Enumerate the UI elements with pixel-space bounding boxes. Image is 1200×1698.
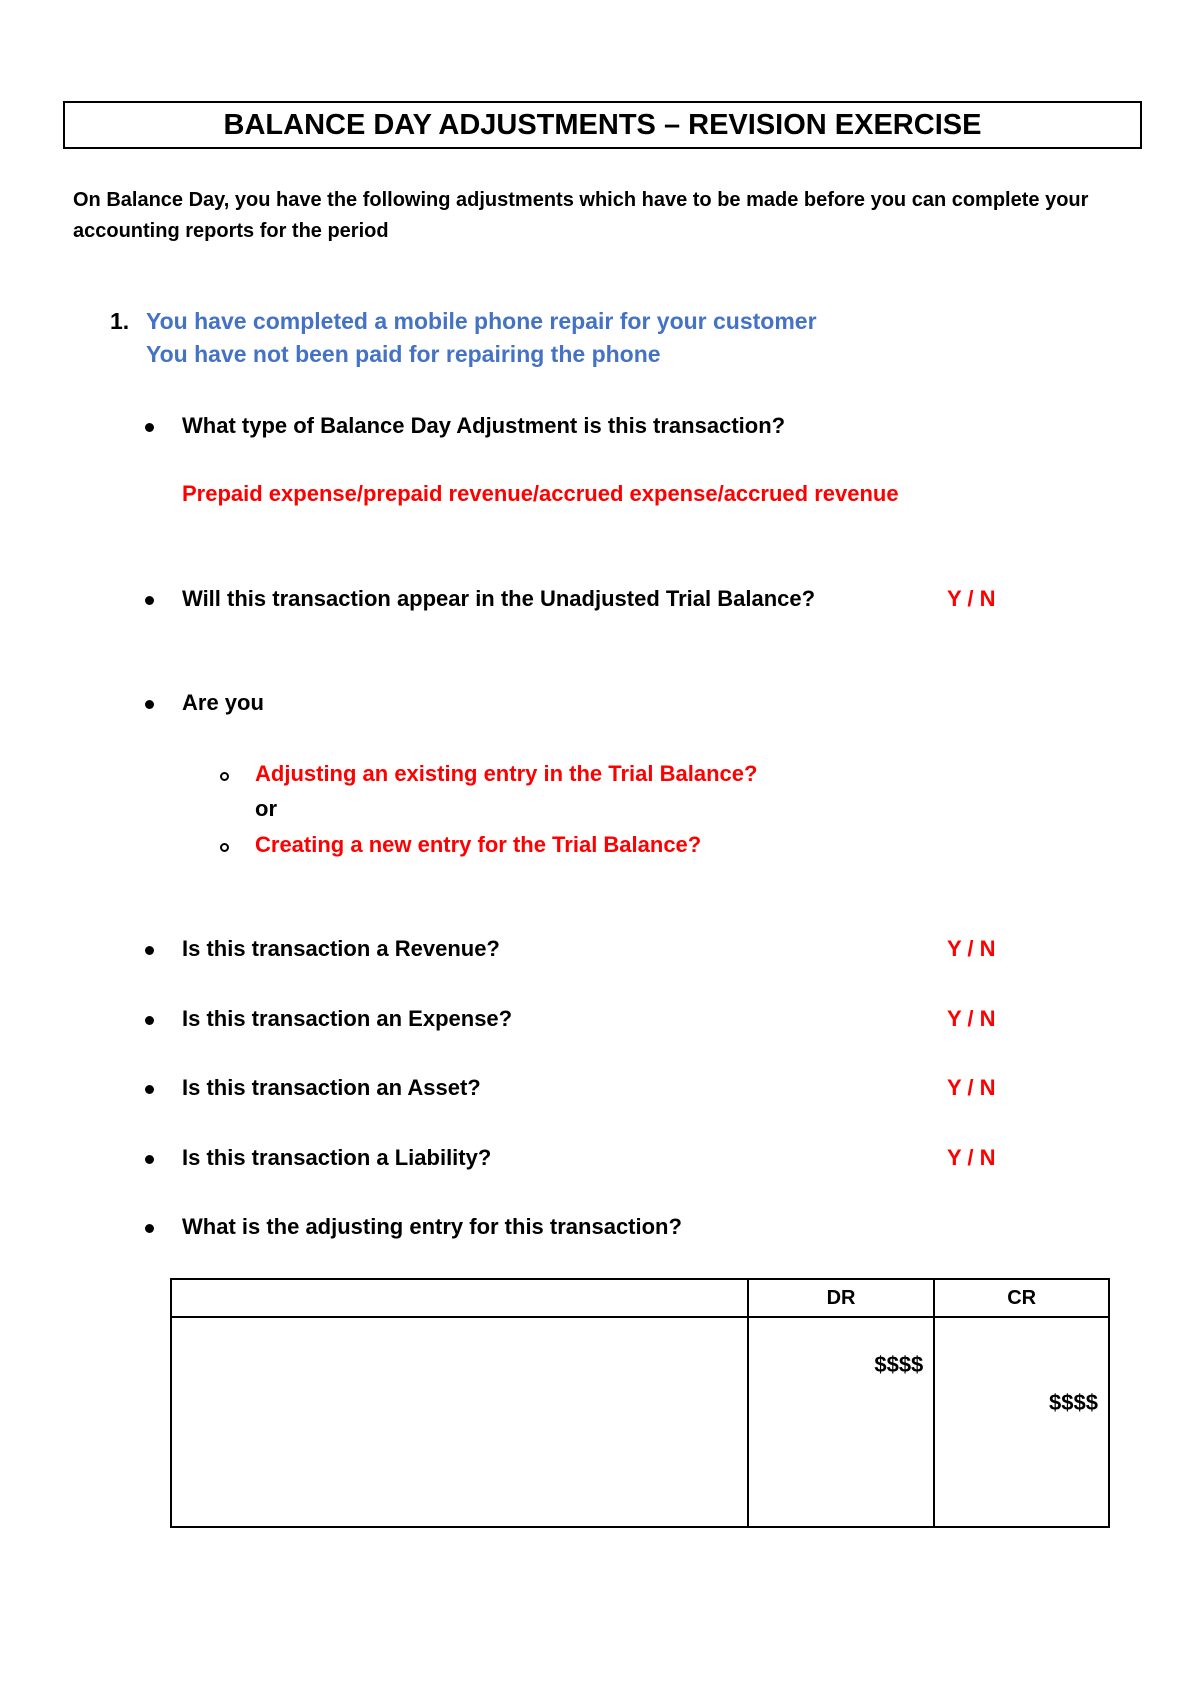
bullet-dot-icon — [145, 596, 154, 605]
dr-cell[interactable] — [748, 1317, 935, 1527]
journal-entry-table — [170, 1278, 1110, 1528]
are-you-label: Are you — [182, 690, 264, 715]
dr-amount: $$$$ — [874, 1352, 924, 1377]
entry-description-cell[interactable] — [171, 1317, 748, 1527]
cr-cell[interactable] — [934, 1317, 1109, 1527]
intro-text: On Balance Day, you have the following adjustments which have to be made before you can complete your accounting reports for the period — [73, 189, 1089, 242]
trial-balance-yn: Y / N — [947, 586, 996, 611]
bullet-dot-icon — [145, 946, 154, 955]
liability-question: Is this transaction a Liability? — [182, 1145, 492, 1170]
bullet-dot-icon — [145, 700, 154, 709]
page-title: BALANCE DAY ADJUSTMENTS – REVISION EXERCISE — [63, 101, 1142, 149]
revenue-question: Is this transaction a Revenue? — [182, 936, 500, 961]
option-adjusting: Adjusting an existing entry in the Trial Balance? — [255, 761, 758, 786]
expense-question: Is this transaction an Expense? — [182, 1006, 513, 1031]
trial-balance-question: Will this transaction appear in the Unadjusted Trial Balance? — [182, 586, 816, 611]
bullet-dot-icon — [145, 1016, 154, 1025]
header-dr: DR — [748, 1279, 935, 1317]
table-header-row — [171, 1279, 1109, 1317]
liability-yn: Y / N — [947, 1145, 996, 1170]
cr-amount: $$$$ — [1049, 1390, 1098, 1415]
bullet-dot-icon — [145, 1085, 154, 1094]
circle-bullet-icon — [220, 843, 229, 852]
bullet-dot-icon — [145, 1155, 154, 1164]
asset-question: Is this transaction an Asset? — [182, 1075, 481, 1100]
bullet-dot-icon — [145, 423, 154, 432]
expense-yn: Y / N — [947, 1006, 996, 1031]
asset-yn: Y / N — [947, 1075, 996, 1100]
question-line-2: You have not been paid for repairing the phone — [146, 341, 661, 367]
header-description — [171, 1279, 748, 1317]
circle-bullet-icon — [220, 772, 229, 781]
type-options: Prepaid expense/prepaid revenue/accrued expense/accrued revenue — [182, 481, 899, 506]
option-or: or — [255, 796, 277, 821]
question-number: 1. — [110, 308, 130, 334]
table-row — [171, 1317, 1109, 1527]
revenue-yn: Y / N — [947, 936, 996, 961]
header-cr: CR — [934, 1279, 1109, 1317]
entry-question: What is the adjusting entry for this transaction? — [182, 1214, 682, 1239]
type-question: What type of Balance Day Adjustment is this transaction? — [182, 413, 786, 438]
question-line-1: You have completed a mobile phone repair for your customer — [146, 308, 817, 334]
bullet-dot-icon — [145, 1224, 154, 1233]
option-creating: Creating a new entry for the Trial Balance? — [255, 832, 702, 857]
